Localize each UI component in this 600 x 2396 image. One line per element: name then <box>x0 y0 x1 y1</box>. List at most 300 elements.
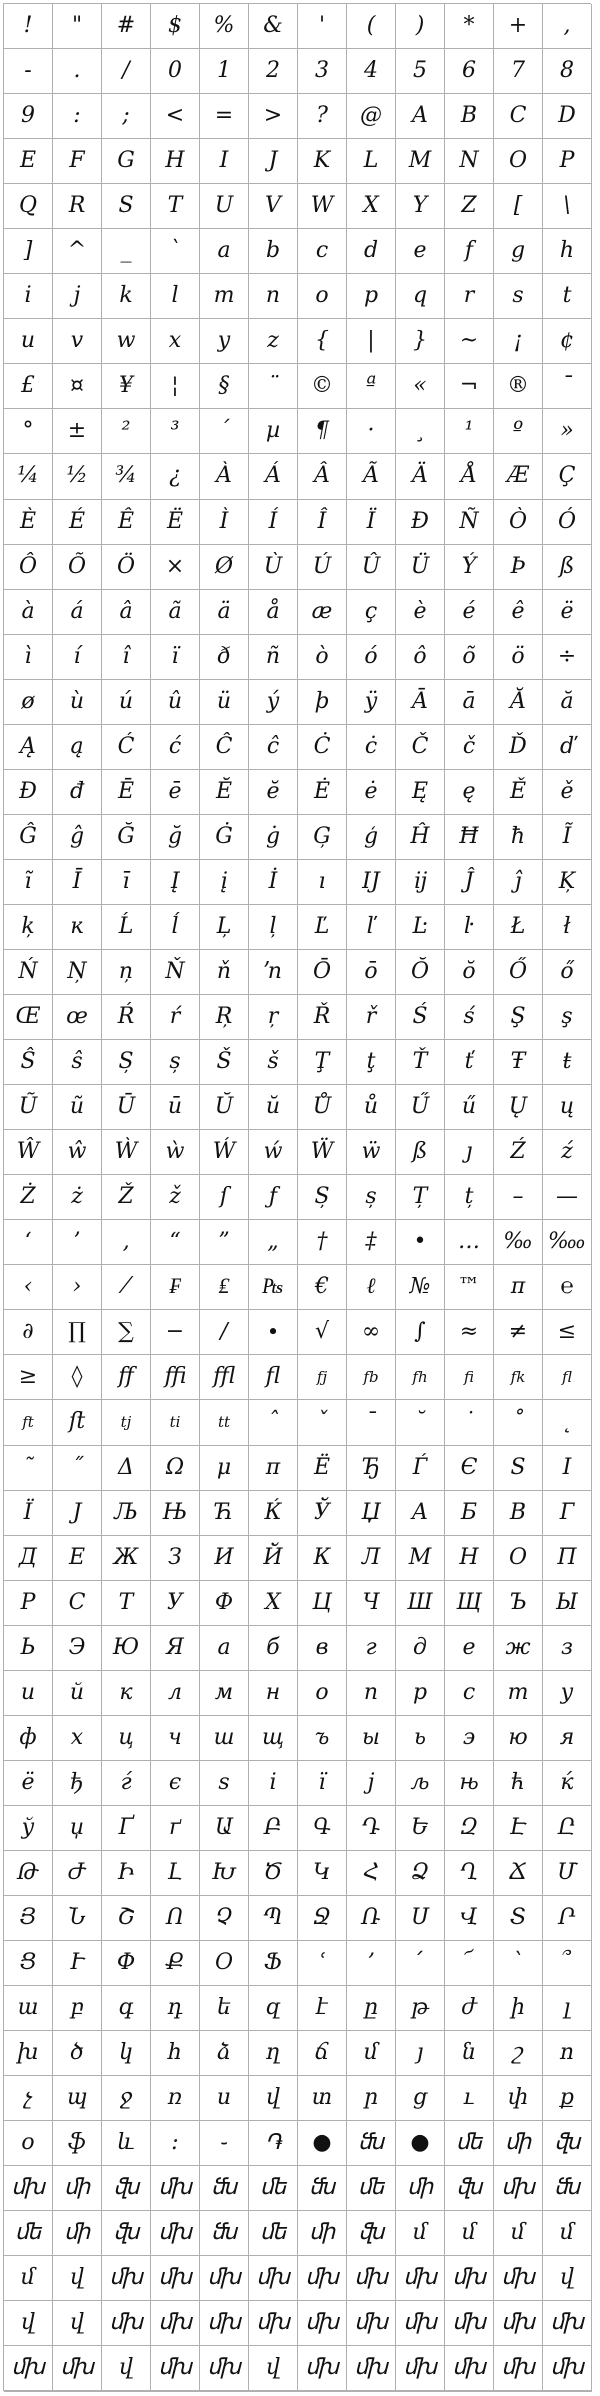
glyph-cell: Ւ <box>53 1941 102 1986</box>
glyph-cell: 4 <box>347 49 396 94</box>
glyph-cell: Ĕ <box>200 770 249 815</box>
glyph-cell: Ծ <box>249 1851 298 1896</box>
glyph-cell: Ь <box>4 1626 53 1671</box>
glyph-cell: đ <box>53 770 102 815</box>
glyph-cell: ĵ <box>494 860 543 905</box>
glyph-cell: ẃ <box>249 1130 298 1175</box>
glyph-cell: O <box>494 139 543 184</box>
glyph-cell: â <box>102 590 151 635</box>
glyph-cell: _ <box>102 229 151 274</box>
glyph-cell: З <box>151 1536 200 1581</box>
glyph-cell: Ц <box>298 1581 347 1626</box>
glyph-cell: г <box>347 1626 396 1671</box>
glyph-cell: մ <box>347 2031 396 2076</box>
glyph-cell: Ų <box>494 1085 543 1130</box>
glyph-cell: I <box>543 1446 592 1491</box>
glyph-cell: И <box>200 1536 249 1581</box>
glyph-cell: ∙ <box>249 1310 298 1355</box>
glyph-cell: ¯ <box>543 364 592 409</box>
glyph-cell: д <box>396 1626 445 1671</box>
glyph-cell: ս <box>200 2076 249 2121</box>
glyph-cell: Ŏ <box>396 950 445 995</box>
glyph-cell: k <box>102 274 151 319</box>
glyph-cell <box>151 2391 200 2392</box>
glyph-cell: ∞ <box>347 1310 396 1355</box>
glyph-cell: Գ <box>298 1806 347 1851</box>
glyph-cell: „ <box>249 1220 298 1265</box>
glyph-cell: ﬕ <box>396 2166 445 2211</box>
glyph-cell: ℓ <box>347 1265 396 1310</box>
glyph-cell: Ó <box>543 500 592 545</box>
glyph-cell: , <box>543 4 592 49</box>
glyph-cell: Ō <box>298 950 347 995</box>
glyph-cell: Ŝ <box>4 1040 53 1085</box>
glyph-cell: Т <box>102 1581 151 1626</box>
glyph-cell: ՛ <box>396 1941 445 1986</box>
glyph-cell: ջ <box>102 2076 151 2121</box>
glyph-cell: õ <box>445 635 494 680</box>
glyph-cell: Լ <box>151 1851 200 1896</box>
glyph-cell: 5 <box>396 49 445 94</box>
glyph-cell: û <box>151 680 200 725</box>
glyph-cell: к <box>102 1671 151 1716</box>
glyph-cell: ˆ <box>249 1400 298 1445</box>
glyph-cell: ո <box>543 2031 592 2076</box>
glyph-cell: Ū <box>102 1085 151 1130</box>
glyph-cell: \ <box>543 184 592 229</box>
glyph-cell: Ն <box>53 1896 102 1941</box>
glyph-cell: л <box>151 1671 200 1716</box>
glyph-cell: ti <box>151 1400 200 1445</box>
glyph-cell: ĕ <box>249 770 298 815</box>
glyph-cell <box>298 2391 347 2392</box>
glyph-cell: Й <box>249 1536 298 1581</box>
glyph-cell: Ї <box>4 1491 53 1536</box>
glyph-cell: ÷ <box>543 635 592 680</box>
glyph-cell: ₧ <box>249 1265 298 1310</box>
glyph-cell: b <box>249 229 298 274</box>
glyph-cell: Մ <box>543 1851 592 1896</box>
glyph-cell: 8 <box>543 49 592 94</box>
glyph-cell: ъ <box>298 1716 347 1761</box>
glyph-cell: ű <box>445 1085 494 1130</box>
glyph-cell: ß <box>396 1130 445 1175</box>
glyph-cell: ﬗ <box>396 2301 445 2346</box>
glyph-cell: ß <box>543 545 592 590</box>
glyph-cell: å <box>249 590 298 635</box>
glyph-cell: Ň <box>151 950 200 995</box>
glyph-cell: Կ <box>298 1851 347 1896</box>
glyph-cell: զ <box>249 1986 298 2031</box>
glyph-cell: Δ <box>102 1446 151 1491</box>
glyph-cell: [ <box>494 184 543 229</box>
glyph-cell: ﬗ <box>200 2346 249 2391</box>
glyph-cell: č <box>445 725 494 770</box>
glyph-cell: Ű <box>396 1085 445 1130</box>
glyph-cell: ì <box>4 635 53 680</box>
glyph-cell: ū <box>151 1085 200 1130</box>
glyph-cell: ф <box>4 1716 53 1761</box>
glyph-cell: ֏ <box>249 2121 298 2166</box>
glyph-cell: ] <box>4 229 53 274</box>
glyph-cell: ō <box>347 950 396 995</box>
glyph-cell: Ő <box>494 950 543 995</box>
glyph-cell: Ţ <box>298 1040 347 1085</box>
glyph-cell: я <box>543 1716 592 1761</box>
glyph-cell: ﬗ <box>151 2301 200 2346</box>
glyph-cell: н <box>249 1671 298 1716</box>
glyph-cell: " <box>53 4 102 49</box>
glyph-cell: հ <box>151 2031 200 2076</box>
glyph-cell: Ђ <box>347 1446 396 1491</box>
glyph-cell: ș <box>347 1175 396 1220</box>
glyph-cell: º <box>494 409 543 454</box>
glyph-cell: ժ <box>445 1986 494 2031</box>
glyph-cell: þ <box>298 680 347 725</box>
glyph-cell: V <box>249 184 298 229</box>
glyph-cell: Ã <box>347 454 396 499</box>
glyph-cell: ľ <box>347 905 396 950</box>
glyph-cell: ŏ <box>445 950 494 995</box>
glyph-cell: T <box>151 184 200 229</box>
glyph-cell: Ð <box>396 500 445 545</box>
glyph-cell: м <box>200 1671 249 1716</box>
glyph-cell: Ğ <box>102 815 151 860</box>
glyph-cell: љ <box>396 1761 445 1806</box>
glyph-cell: © <box>298 364 347 409</box>
glyph-cell: ‡ <box>347 1220 396 1265</box>
glyph-cell: j <box>347 1761 396 1806</box>
glyph-cell: ¡ <box>494 319 543 364</box>
glyph-cell: fh <box>396 1355 445 1400</box>
glyph-cell: ﬓ <box>347 2121 396 2166</box>
glyph-cell: Â <box>298 454 347 499</box>
glyph-cell: Л <box>347 1536 396 1581</box>
glyph-cell: ļ <box>249 905 298 950</box>
glyph-cell: ė <box>347 770 396 815</box>
glyph-cell: ” <box>200 1220 249 1265</box>
glyph-cell: ę <box>445 770 494 815</box>
glyph-cell: ŝ <box>53 1040 102 1085</box>
glyph-cell: ш <box>200 1716 249 1761</box>
glyph-cell: M <box>396 139 445 184</box>
glyph-cell: Դ <box>347 1806 396 1851</box>
glyph-cell: ◊ <box>53 1355 102 1400</box>
glyph-cell: ¥ <box>102 364 151 409</box>
glyph-cell: Ω <box>151 1446 200 1491</box>
glyph-cell: ﬗ <box>347 2301 396 2346</box>
glyph-cell: Ĝ <box>4 815 53 860</box>
glyph-cell: Ո <box>151 1896 200 1941</box>
glyph-cell: 1 <box>200 49 249 94</box>
glyph-cell: s <box>200 1761 249 1806</box>
glyph-cell: П <box>543 1536 592 1581</box>
glyph-cell: ՝ <box>494 1941 543 1986</box>
glyph-cell: լ <box>543 1986 592 2031</box>
glyph-cell: Á <box>249 454 298 499</box>
glyph-cell: ﬔ <box>347 2166 396 2211</box>
glyph-cell: Œ <box>4 995 53 1040</box>
glyph-cell: ќ <box>543 1761 592 1806</box>
glyph-cell: մ <box>4 2256 53 2301</box>
glyph-cell: Ņ <box>53 950 102 995</box>
glyph-cell: Ẅ <box>298 1130 347 1175</box>
glyph-cell: √ <box>298 1310 347 1355</box>
glyph-cell: É <box>53 500 102 545</box>
glyph-cell: ֊ <box>200 2121 249 2166</box>
glyph-cell: ņ <box>102 950 151 995</box>
glyph-cell: ź <box>543 1130 592 1175</box>
glyph-cell: չ <box>4 2076 53 2121</box>
glyph-cell: ﬗ <box>445 2301 494 2346</box>
glyph-cell: ģ <box>347 815 396 860</box>
glyph-cell: О <box>494 1536 543 1581</box>
glyph-cell: բ <box>53 1986 102 2031</box>
glyph-cell: » <box>543 409 592 454</box>
glyph-cell: ù <box>53 680 102 725</box>
glyph-cell: ) <box>396 4 445 49</box>
glyph-cell: π <box>494 1265 543 1310</box>
glyph-cell: ﬗ <box>151 2256 200 2301</box>
glyph-cell: е <box>445 1626 494 1671</box>
glyph-cell: Š <box>200 1040 249 1085</box>
glyph-cell: Փ <box>102 1941 151 1986</box>
glyph-cell: Į <box>151 860 200 905</box>
glyph-cell: ﬗ <box>200 2301 249 2346</box>
glyph-cell: Ģ <box>298 815 347 860</box>
glyph-cell: պ <box>53 2076 102 2121</box>
glyph-cell: մ <box>543 2211 592 2256</box>
glyph-cell: Ů <box>298 1085 347 1130</box>
glyph-cell: Ե <box>396 1806 445 1851</box>
glyph-cell: È <box>4 500 53 545</box>
glyph-cell: ՜ <box>445 1941 494 1986</box>
glyph-cell: փ <box>494 2076 543 2121</box>
glyph-cell: tt <box>200 1400 249 1445</box>
glyph-cell: ´ <box>200 409 249 454</box>
glyph-cell: ﬗ <box>102 2256 151 2301</box>
glyph-cell: ї <box>298 1761 347 1806</box>
glyph-cell: ﬗ <box>347 2256 396 2301</box>
glyph-cell: ՙ <box>298 1941 347 1986</box>
glyph-cell: ₤ <box>200 1265 249 1310</box>
glyph-cell: À <box>200 454 249 499</box>
glyph-cell: Ժ <box>53 1851 102 1896</box>
glyph-cell: { <box>298 319 347 364</box>
glyph-cell: Ф <box>200 1581 249 1626</box>
glyph-cell: ч <box>151 1716 200 1761</box>
glyph-cell: ւ <box>445 2076 494 2121</box>
glyph-cell: ﬖ <box>347 2211 396 2256</box>
glyph-cell: т <box>494 1671 543 1716</box>
glyph-cell: ¶ <box>298 409 347 454</box>
glyph-cell: s <box>494 274 543 319</box>
glyph-cell: Ќ <box>249 1491 298 1536</box>
glyph-cell: ħ <box>494 815 543 860</box>
glyph-cell: P <box>543 139 592 184</box>
glyph-cell: ա <box>4 1986 53 2031</box>
glyph-cell: Ç <box>543 454 592 499</box>
glyph-cell: Ľ <box>298 905 347 950</box>
glyph-cell: J <box>249 139 298 184</box>
glyph-cell: և <box>102 2121 151 2166</box>
glyph-cell: · <box>347 409 396 454</box>
glyph-cell: ћ <box>494 1761 543 1806</box>
glyph-cell: х <box>53 1716 102 1761</box>
glyph-cell: J <box>53 1491 102 1536</box>
glyph-cell: ĉ <box>249 725 298 770</box>
glyph-cell <box>200 2391 249 2392</box>
glyph-cell: ž <box>151 1175 200 1220</box>
glyph-cell: Џ <box>347 1491 396 1536</box>
glyph-cell: Ĵ <box>445 860 494 905</box>
glyph-cell: - <box>4 49 53 94</box>
glyph-cell: ў <box>4 1806 53 1851</box>
glyph-cell: Ż <box>4 1175 53 1220</box>
glyph-cell: ™ <box>445 1265 494 1310</box>
glyph-cell: Ю <box>102 1626 151 1671</box>
glyph-cell: } <box>396 319 445 364</box>
glyph-cell: ﬗ <box>494 2166 543 2211</box>
glyph-cell: ; <box>102 94 151 139</box>
glyph-cell: § <box>200 364 249 409</box>
glyph-cell: î <box>102 635 151 680</box>
glyph-cell: щ <box>249 1716 298 1761</box>
glyph-cell: Щ <box>445 1581 494 1626</box>
glyph-cell: † <box>298 1220 347 1265</box>
glyph-cell: Э <box>53 1626 102 1671</box>
glyph-cell: Я <box>151 1626 200 1671</box>
glyph-cell: Ě <box>494 770 543 815</box>
glyph-cell: ﬗ <box>298 2301 347 2346</box>
glyph-cell: $ <box>151 4 200 49</box>
glyph-cell: 9 <box>4 94 53 139</box>
glyph-cell: ﬕ <box>53 2211 102 2256</box>
glyph-cell: t <box>543 274 592 319</box>
glyph-cell: ﬔ <box>249 2166 298 2211</box>
glyph-cell: ť <box>445 1040 494 1085</box>
glyph-cell: Đ <box>4 770 53 815</box>
glyph-cell: ± <box>53 409 102 454</box>
glyph-cell: ĩ <box>4 860 53 905</box>
glyph-cell: Ř <box>298 995 347 1040</box>
glyph-cell: ֆ <box>53 2121 102 2166</box>
glyph-cell: Ŧ <box>494 1040 543 1085</box>
glyph-cell: ŵ <box>53 1130 102 1175</box>
glyph-cell: í <box>53 635 102 680</box>
glyph-cell: Ț <box>396 1175 445 1220</box>
glyph-cell: Ջ <box>298 1896 347 1941</box>
glyph-cell: ˚ <box>494 1400 543 1445</box>
glyph-cell: & <box>249 4 298 49</box>
glyph-cell: Ș <box>102 1040 151 1085</box>
glyph-cell: Ŕ <box>102 995 151 1040</box>
glyph-cell: ﬗ <box>298 2256 347 2301</box>
glyph-cell: ú <box>102 680 151 725</box>
glyph-cell: Ŭ <box>200 1085 249 1130</box>
glyph-cell: ը <box>347 1986 396 2031</box>
glyph-cell: ć <box>151 725 200 770</box>
glyph-cell: ţ <box>347 1040 396 1085</box>
glyph-cell: ﬖ <box>102 2166 151 2211</box>
glyph-cell: ﬗ <box>4 2346 53 2391</box>
glyph-cell: ђ <box>53 1761 102 1806</box>
glyph-cell: Ա <box>200 1806 249 1851</box>
glyph-cell: − <box>151 1310 200 1355</box>
glyph-cell: ’ <box>53 1220 102 1265</box>
glyph-cell: Н <box>445 1536 494 1581</box>
glyph-cell: ț <box>445 1175 494 1220</box>
glyph-cell: 7 <box>494 49 543 94</box>
glyph-cell: ² <box>102 409 151 454</box>
glyph-cell: Č <box>396 725 445 770</box>
glyph-cell: ș <box>151 1040 200 1085</box>
glyph-cell: ş <box>543 995 592 1040</box>
glyph-cell: * <box>445 4 494 49</box>
glyph-cell: Ċ <box>298 725 347 770</box>
glyph-cell: Պ <box>249 1896 298 1941</box>
glyph-cell: • <box>396 1220 445 1265</box>
glyph-cell: ñ <box>249 635 298 680</box>
glyph-cell: Թ <box>4 1851 53 1896</box>
glyph-cell: Զ <box>445 1806 494 1851</box>
glyph-cell: Ą <box>4 725 53 770</box>
glyph-cell: ũ <box>53 1085 102 1130</box>
glyph-cell: Е <box>53 1536 102 1581</box>
glyph-cell: ﬗ <box>396 2346 445 2391</box>
glyph-cell: π <box>249 1446 298 1491</box>
glyph-cell: ¢ <box>543 319 592 364</box>
glyph-cell: Ś <box>396 995 445 1040</box>
glyph-cell: Ճ <box>494 1851 543 1896</box>
glyph-cell: ы <box>347 1716 396 1761</box>
glyph-cell: Х <box>249 1581 298 1626</box>
glyph-cell: Ĺ <box>102 905 151 950</box>
glyph-cell: İ <box>249 860 298 905</box>
glyph-cell: р <box>396 1671 445 1716</box>
glyph-cell: B <box>445 94 494 139</box>
glyph-cell: ﬗ <box>151 2211 200 2256</box>
glyph-cell: й <box>53 1671 102 1716</box>
glyph-cell: fb <box>347 1355 396 1400</box>
glyph-cell: ķ <box>4 905 53 950</box>
glyph-cell: ≥ <box>4 1355 53 1400</box>
glyph-cell: z <box>249 319 298 364</box>
glyph-cell: W <box>298 184 347 229</box>
glyph-cell: fi <box>445 1355 494 1400</box>
glyph-cell: ՞ <box>543 1941 592 1986</box>
glyph-cell: Ú <box>298 545 347 590</box>
glyph-cell: ã <box>151 590 200 635</box>
glyph-cell <box>347 2391 396 2392</box>
glyph-cell: ք <box>543 2076 592 2121</box>
glyph-cell: ŭ <box>249 1085 298 1130</box>
glyph-cell: Ź <box>494 1130 543 1175</box>
glyph-cell: Д <box>4 1536 53 1581</box>
glyph-cell: ġ <box>249 815 298 860</box>
glyph-cell: Ч <box>347 1581 396 1626</box>
glyph-cell: Ґ <box>102 1806 151 1851</box>
glyph-cell: C <box>494 94 543 139</box>
glyph-cell: з <box>543 1626 592 1671</box>
glyph-cell: ● <box>396 2121 445 2166</box>
glyph-cell: յ <box>396 2031 445 2076</box>
glyph-cell: Ć <box>102 725 151 770</box>
glyph-cell: վ <box>53 2256 102 2301</box>
glyph-cell: fk <box>494 1355 543 1400</box>
glyph-cell: ƒ <box>249 1175 298 1220</box>
glyph-cell: վ <box>249 2076 298 2121</box>
